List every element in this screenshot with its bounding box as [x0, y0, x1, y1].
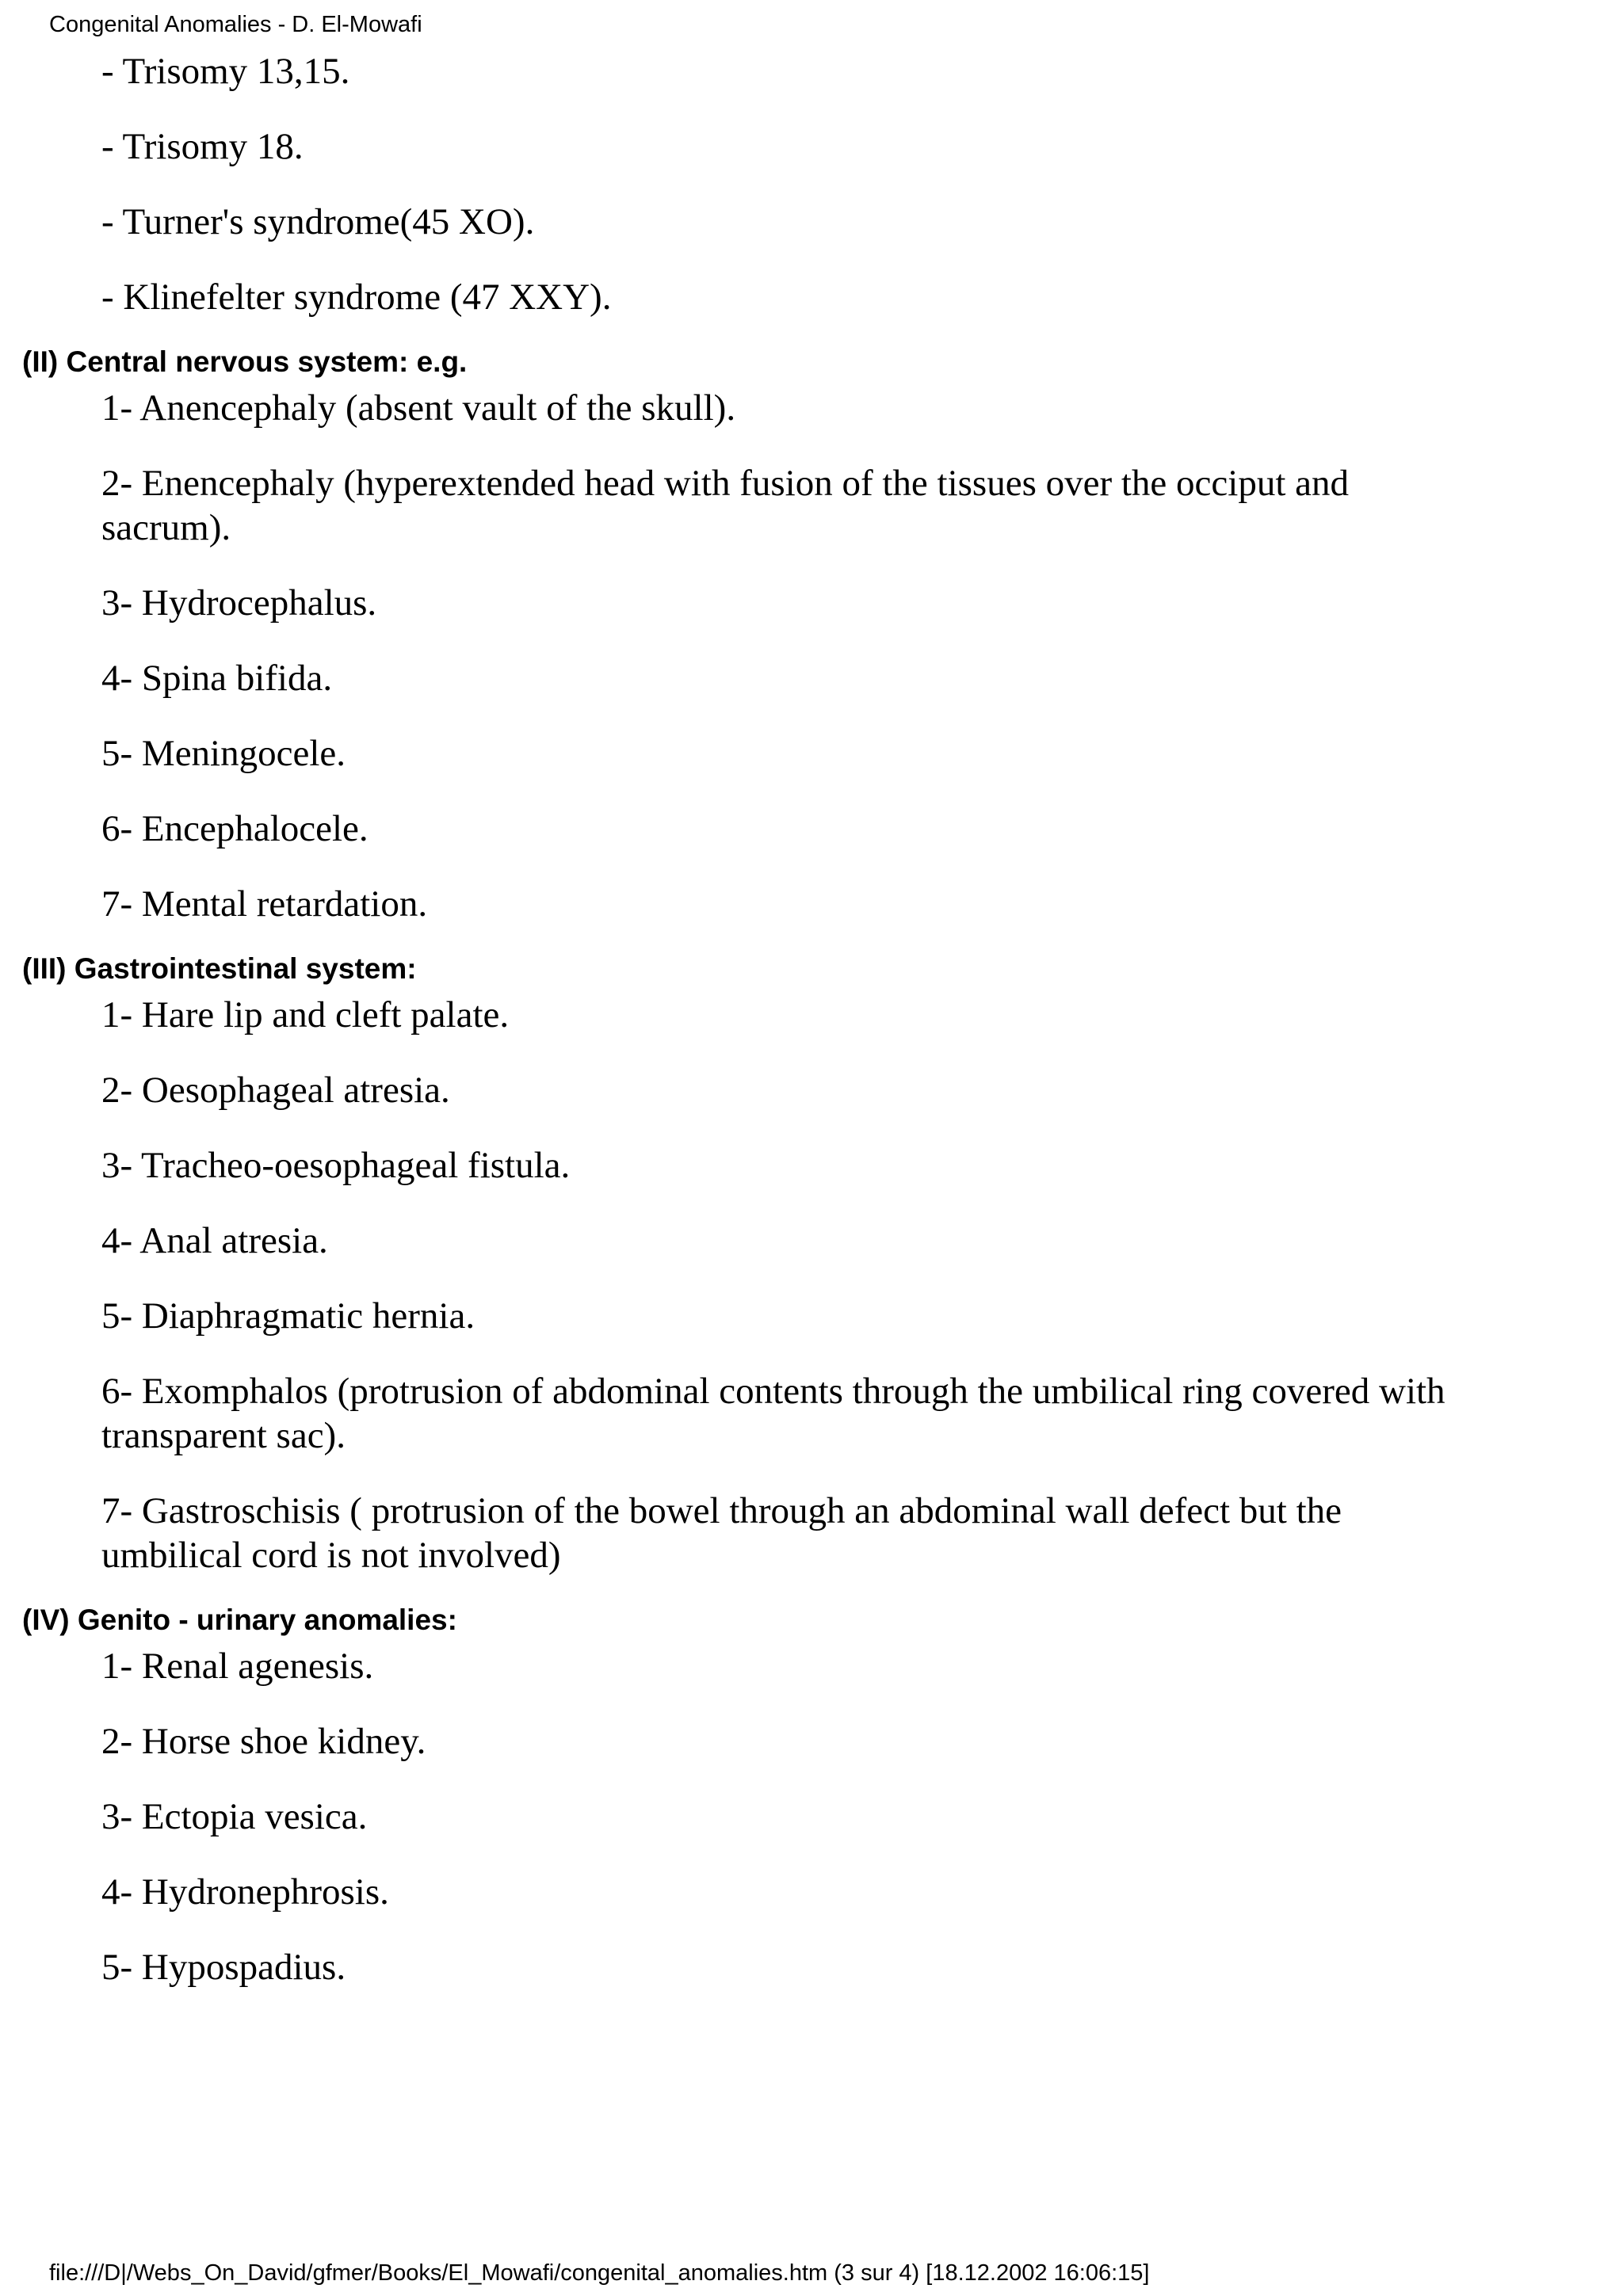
list-item: - Trisomy 18.	[101, 126, 304, 167]
section-heading-genito-urinary: (IV) Genito - urinary anomalies:	[22, 1604, 457, 1636]
list-item: - Klinefelter syndrome (47 XXY).	[101, 277, 612, 318]
list-item: 4- Hydronephrosis.	[101, 1871, 389, 1913]
chromosomal-list	[0, 49, 1623, 319]
list-item: 6- Exomphalos (protrusion of abdominal contents through the umbilical ring covered with transparent sac).	[101, 1371, 1445, 1456]
list-item: 3- Hydrocephalus.	[101, 582, 377, 624]
list-item: 3- Tracheo-oesophageal fistula.	[101, 1145, 571, 1186]
list-item: 2- Enencephaly (hyperextended head with fusion of the tissues over the occiput and sacrum).	[101, 463, 1349, 548]
page-footer-url: file:///D|/Webs_On_David/gfmer/Books/El_Mowafi/congenital_anomalies.htm (3 sur 4) [18.12.2002 16:06:15]	[49, 2260, 1150, 2286]
list-item: 2- Horse shoe kidney.	[101, 1721, 426, 1762]
list-item: 6- Encephalocele.	[101, 808, 369, 849]
list-item: 5- Hypospadius.	[101, 1947, 346, 1988]
list-item: - Turner's syndrome(45 XO).	[101, 201, 535, 242]
section-heading-cns: (II) Central nervous system: e.g.	[22, 345, 468, 378]
document-content	[0, 49, 1623, 2015]
list-item: 5- Diaphragmatic hernia.	[101, 1295, 475, 1337]
list-item: 1- Renal agenesis.	[101, 1646, 374, 1687]
list-item: 1- Anencephaly (absent vault of the skull).	[101, 387, 736, 429]
list-item: 4- Spina bifida.	[101, 658, 333, 699]
genito-urinary-list	[0, 1644, 1623, 1989]
gastrointestinal-list	[0, 993, 1623, 1577]
list-item: 7- Mental retardation.	[101, 883, 428, 925]
list-item: 5- Meningocele.	[101, 733, 346, 774]
page-header-title: Congenital Anomalies - D. El-Mowafi	[49, 12, 422, 37]
list-item: 2- Oesophageal atresia.	[101, 1070, 450, 1111]
cns-list	[0, 386, 1623, 926]
list-item: - Trisomy 13,15.	[101, 51, 350, 92]
list-item: 7- Gastroschisis ( protrusion of the bowel through an abdominal wall defect but the umbilical cord is not involved)	[101, 1490, 1342, 1576]
list-item: 3- Ectopia vesica.	[101, 1796, 368, 1837]
section-heading-gastrointestinal: (III) Gastrointestinal system:	[22, 952, 417, 985]
list-item: 1- Hare lip and cleft palate.	[101, 994, 510, 1035]
list-item: 4- Anal atresia.	[101, 1220, 328, 1261]
